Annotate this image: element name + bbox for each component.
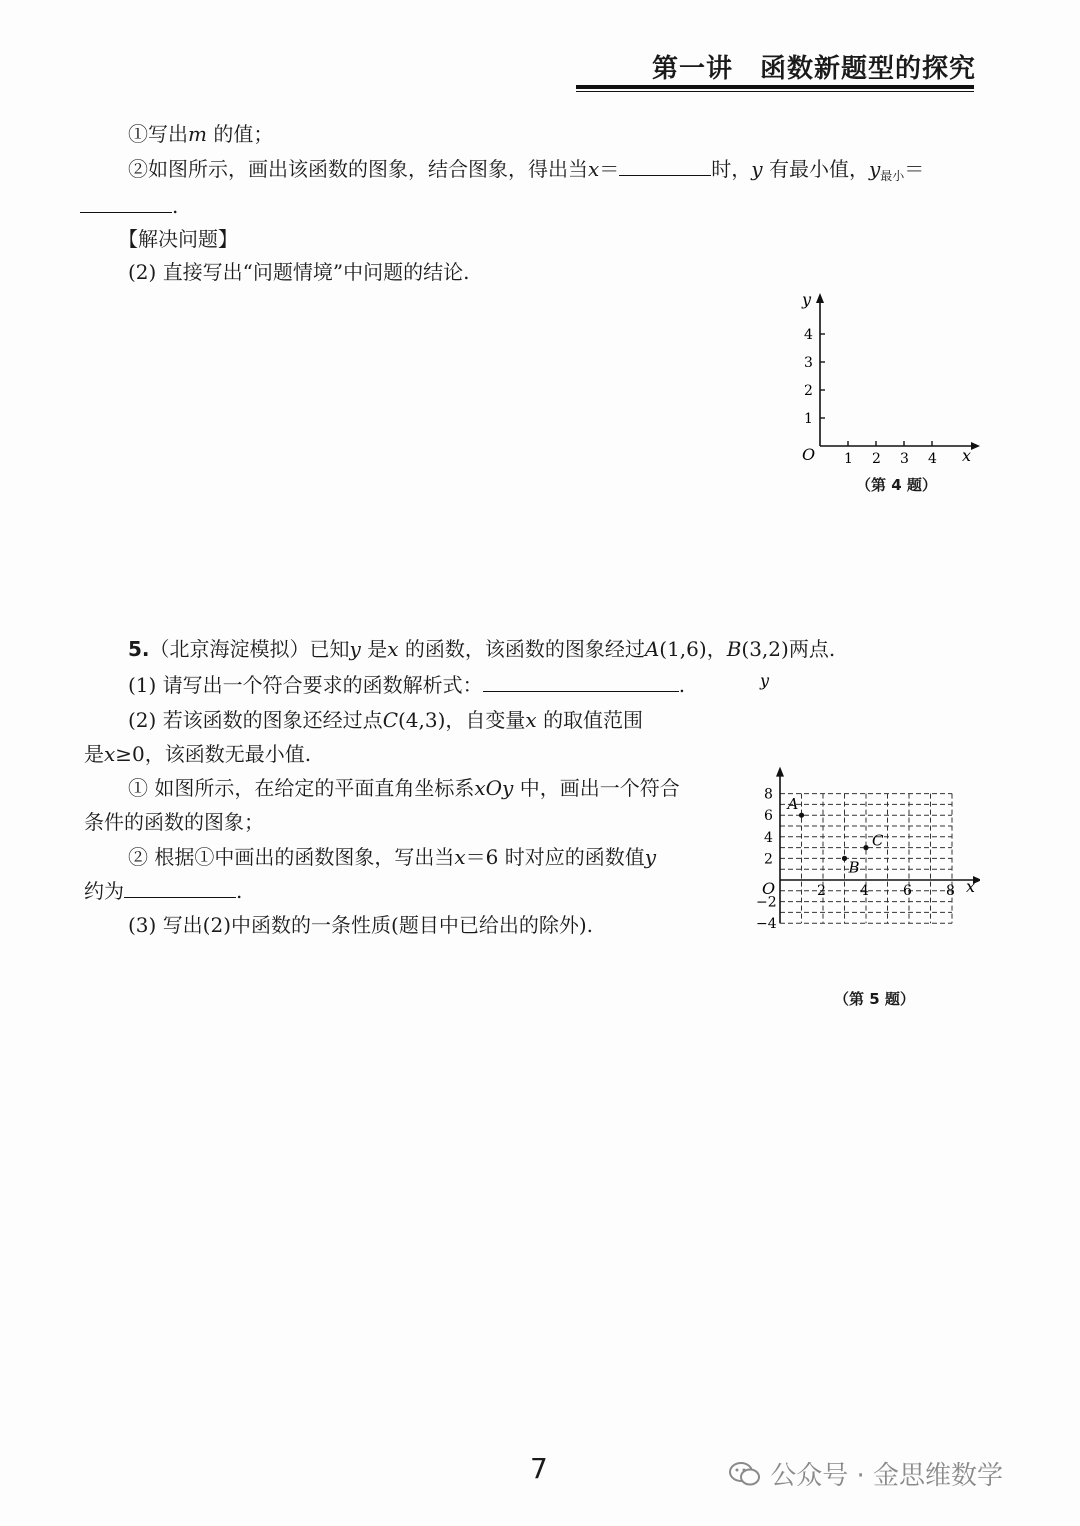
q5-x-tick-label: 6 xyxy=(903,883,912,899)
q5-point-label-B: B xyxy=(848,858,860,877)
q4-y-tick-label: 4 xyxy=(804,327,813,343)
q5-point-label-C: C xyxy=(872,831,884,850)
answer-blank-ymin[interactable] xyxy=(80,192,172,213)
q5-part2-2: ② 根据①中画出的函数图象，写出当x＝6 时对应的函数值y xyxy=(128,845,657,869)
q4-axis-y-label: y xyxy=(802,290,812,309)
q5-point-A xyxy=(799,813,804,818)
q4-part2: (2) 直接写出“问题情境”中问题的结论. xyxy=(128,260,470,284)
chapter-title: 第一讲 函数新题型的探究 xyxy=(651,54,976,84)
q5-axis-x-label: x xyxy=(966,877,976,896)
q4-y-tick-label: 2 xyxy=(804,383,813,399)
q4-y-arrow xyxy=(816,293,824,303)
answer-blank-y-value[interactable] xyxy=(124,877,236,898)
header-rule xyxy=(576,85,974,89)
q5-origin-label: O xyxy=(762,879,776,898)
q4-x-tick-label: 3 xyxy=(900,451,909,467)
q5-point-B xyxy=(842,856,847,861)
q5-x-tick-label: 4 xyxy=(860,883,869,899)
q5-part2-1: ① 如图所示，在给定的平面直角坐标系xOy 中，画出一个符合 xyxy=(128,776,680,800)
q4-x-tick-label: 2 xyxy=(872,451,881,467)
q5-grid-figure xyxy=(752,668,980,978)
q5-part1: (1) 请写出一个符合要求的函数解析式： . xyxy=(128,673,686,697)
q5-grid-lines xyxy=(780,794,952,924)
q4-section-heading: 【解决问题】 xyxy=(118,227,238,251)
q4-figure-caption: （第 4 题） xyxy=(856,476,937,494)
q5-stem: 5.（北京海淀模拟）已知y 是x 的函数，该函数的图象经过A(1,6)，B(3,2)两点. xyxy=(128,637,836,661)
q5-x-tick-label: 2 xyxy=(817,883,826,899)
q4-axis-x-label: x xyxy=(962,446,972,465)
q5-points xyxy=(786,795,885,876)
q5-point-label-A: A xyxy=(787,795,799,814)
q5-y-tick-label: 2 xyxy=(764,851,773,868)
q5-figure-caption: （第 5 题） xyxy=(834,990,915,1008)
q4-x-tick-label: 4 xyxy=(928,451,937,467)
q5-y-arrow xyxy=(776,767,784,777)
answer-blank-function[interactable] xyxy=(483,671,679,692)
header-rule-thin xyxy=(576,91,974,92)
q5-point-C xyxy=(863,845,868,850)
q5-y-tick-label: 6 xyxy=(764,808,773,825)
q4-y-tick-label: 3 xyxy=(804,355,813,371)
q5-y-tick-label: 8 xyxy=(764,786,773,803)
q4-coordinate-figure xyxy=(790,288,990,468)
q5-y-tick-label: −4 xyxy=(756,916,777,933)
q5-part3: (3) 写出(2)中函数的一条性质(题目中已给出的除外). xyxy=(128,913,593,937)
q5-y-tick-label: 4 xyxy=(764,829,773,846)
page-number: 7 xyxy=(530,1452,548,1485)
q5-y-tick-label: −2 xyxy=(756,894,777,911)
q5-x-tick-label: 8 xyxy=(946,883,955,899)
q4-x-arrow xyxy=(971,442,980,450)
q4-item2: ②如图所示，画出该函数的图象，结合图象，得出当x＝ 时，y 有最小值，$y_{最小}=$ xyxy=(128,157,925,183)
q4-item1: ①写出m 的值； xyxy=(128,122,274,146)
watermark: 公众号 · 金思维数学 xyxy=(728,1455,1003,1492)
q5-part2-cont: 是x≥0，该函数无最小值. xyxy=(84,742,312,766)
q5-part2-1-cont: 条件的函数的图象； xyxy=(84,810,264,834)
q4-x-tick-label: 1 xyxy=(844,451,853,467)
q4-item2-cont: . xyxy=(80,192,178,220)
q4-y-tick-label: 1 xyxy=(804,411,813,427)
answer-blank-x[interactable] xyxy=(619,155,711,176)
wechat-icon xyxy=(728,1460,762,1488)
q4-origin-label: O xyxy=(802,445,816,464)
q5-part2-2-cont: 约为 . xyxy=(84,879,243,903)
q5-part2: (2) 若该函数的图象还经过点C(4,3)，自变量x 的取值范围 xyxy=(128,708,644,732)
q5-axis-y-label: y xyxy=(760,671,770,690)
